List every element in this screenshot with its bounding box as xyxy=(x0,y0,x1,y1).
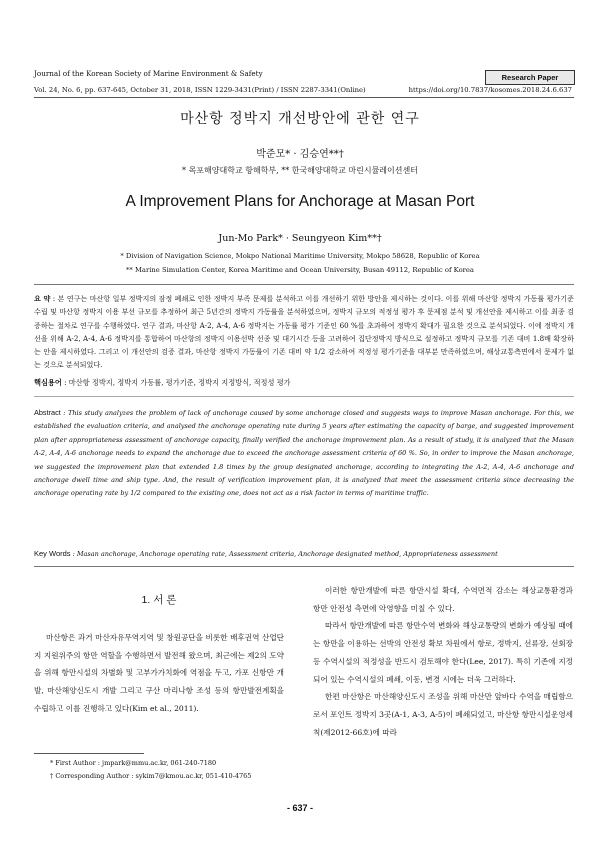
korean-keywords-text: : 마산항 정박지, 정박지 가동률, 평가기준, 정박지 지정방식, 적정성 평가 xyxy=(64,378,291,387)
body-paragraph-right-1: 이러한 항만개발에 따른 항만시설 확대, 수역면적 감소는 해상교통환경과 항만 안전성 측면에 악영향을 미칠 수 있다. xyxy=(313,586,573,613)
doi-link[interactable]: https://doi.org/10.7837/kosomes.2018.24.6.637 xyxy=(408,86,572,94)
korean-abstract-label: 요 약 xyxy=(34,294,51,303)
english-keywords-label: Key Words xyxy=(34,549,71,558)
english-keywords xyxy=(34,549,574,558)
korean-affiliation: * 목포해양대학교 항해학부, ** 한국해양대학교 마린시뮬레이션센터 xyxy=(182,166,418,175)
body-column-right xyxy=(313,582,573,741)
journal-name: Journal of the Korean Society of Marine Environment & Safety xyxy=(34,69,263,78)
article-type-badge: Research Paper xyxy=(485,70,575,85)
abstract-divider-mid xyxy=(34,396,574,397)
volume-info: Vol. 24, No. 6, pp. 637-645, October 31, 2018, ISSN 1229-3431(Print) / ISSN 2287-3341(Online) xyxy=(34,86,366,94)
english-affiliation-2: ** Marine Simulation Center, Korea Maritime and Ocean University, Busan 49112, Republic of Korea xyxy=(126,266,474,274)
korean-abstract xyxy=(34,292,574,372)
english-authors: Jun-Mo Park* · Seungyeon Kim**† xyxy=(218,233,382,244)
korean-keywords-label: 핵심용어 xyxy=(34,378,62,387)
footnote-corresponding-author: † Corresponding Author : sykim7@kmou.ac.kr, 051-410-4765 xyxy=(50,772,252,780)
korean-keywords xyxy=(34,378,574,388)
body-paragraph-left: 마산항은 과거 마산자유무역지역 및 창원공단을 비롯한 배후권역 산업단지 지원위주의 항만 역할을 수행하면서 발전해 왔으며, 최근에는 제2의 도약을 위해 항만시설의 차별화 및 고부가가치화에 역점을 두고, 가포 신항만 개발, 마산해양신도시 개발 그리고 구산 마리나항 조성 등의 항만발전계획을 수립하고 이를 진행하고 있다(Kim et al., 2011). xyxy=(34,633,284,713)
body-paragraph-right-3: 한편 마산항은 마산해양신도시 조성을 위해 마산만 앞바다 수역을 매립함으로서 포인트 정박지 3곳(A-1, A-3, A-5)이 폐쇄되었고, 마산항 항만시설운영세칙(제2012-66호)에 따라 xyxy=(313,692,573,737)
english-title: A Improvement Plans for Anchorage at Masan Port xyxy=(125,193,475,210)
abstract-divider-bottom xyxy=(34,566,574,567)
footnote-first-author: * First Author : jmpark@mmu.ac.kr, 061-240-7180 xyxy=(50,759,217,767)
english-abstract xyxy=(34,406,574,501)
page-number: - 637 - xyxy=(286,803,313,813)
body-paragraph-right-2: 따라서 항만개발에 따른 항만수역 변화와 해상교통량의 변화가 예상될 때에는 항만을 이용하는 선박의 안전성 확보 차원에서 항로, 정박지, 선류장, 선회장 등 수역시설의 적정성을 반드시 검토해야 한다(Lee, 2017). 특히 기존에 지정되어 있는 수역시설의 폐쇄, 이동, 변경 시에는 더욱 그러하다. xyxy=(313,621,573,684)
english-keywords-text: : Masan anchorage, Anchorage operating rate, Assessment criteria, Anchorage designated method, Appropriateness assessment xyxy=(72,550,498,558)
english-affiliation-1: * Division of Navigation Science, Mokpo National Maritime University, Mokpo 58628, Republic of Korea xyxy=(120,252,480,260)
english-abstract-text: : This study analyzes the problem of lack of anchorage caused by some anchorage closed and suggests ways to improve Masan anchorage. For this, we established the evaluation criteria, and analysed the anchorage operating rate during 5 years after estimating the capacity of barge, and suggested improvement plan after appropriateness assessment of anchorage capacity, finally verified the anchorage improvement plan. As a result of study, it is analyzed that the Masan A-2, A-4, A-6 anchorage needs to expand the anchorage due to exceed the anchorage assessment criteria of 60 %. So, in order to improve the Masan anchorage, we suggested the improvement plan that extended 1.8 times by the group designated anchorage, according to integrating the A-2, A-4, A-6 anchorage and anchorage dwell time and ship type. And, the result of verification improvement plan, it is analyzed that meet the assessment criteria since decreasing the anchorage operating rate by 1/2 compared to the existing one, does not act as a risk factor in terms of maritime traffic. xyxy=(34,409,574,498)
korean-title: 마산항 정박지 개선방안에 관한 연구 xyxy=(180,111,420,127)
section-heading-introduction: 1. 서 론 xyxy=(141,594,177,606)
header-divider xyxy=(34,97,574,98)
abstract-divider-top xyxy=(34,284,574,285)
korean-abstract-text: : 본 연구는 마산항 일부 정박지의 잠정 폐쇄로 인한 정박지 부족 문제를 분석하고 이를 개선하기 위한 방안을 제시하는 것이다. 이를 위해 마산항 정박지 가동률 평가기준 수립 및 마산항 정박지 이용 부선 규모를 추정하여 최근 5년간의 정박지 가동률을 분석하였으며, 정박지 규모의 적정성 평가 후 문제점 분석 및 개선안을 제시하고 이를 최종 검증하는 절차로 연구를 수행하였다. 연구 결과, 마산항 A-2, A-4, A-6 정박지는 가동률 평가 기준인 60 %를 초과하여 정박지 확대가 필요한 것으로 분석되었다. 이에 정박지 개선을 위해 A-2, A-4, A-6 정박지를 통합하여 마산항의 정박지 이용선박 선종 및 대기시간 등을 고려하여 집단정박지 방식으로 설정하고 정박지 규모를 기존 대비 1.8배 확장하는 안을 제시하였다. 그리고 이 개선안의 검증 결과, 마산항 정박지 가동률이 기존 대비 약 1/2 감소하여 적정성 평가기준을 대부분 만족하였으며, 해상교통측면에서 문제가 없는 것으로 분석되었다. xyxy=(34,294,574,370)
korean-authors: 박준모* · 김승연**† xyxy=(256,149,344,160)
footnote-divider xyxy=(34,753,144,754)
english-abstract-label: Abstract xyxy=(34,408,61,417)
